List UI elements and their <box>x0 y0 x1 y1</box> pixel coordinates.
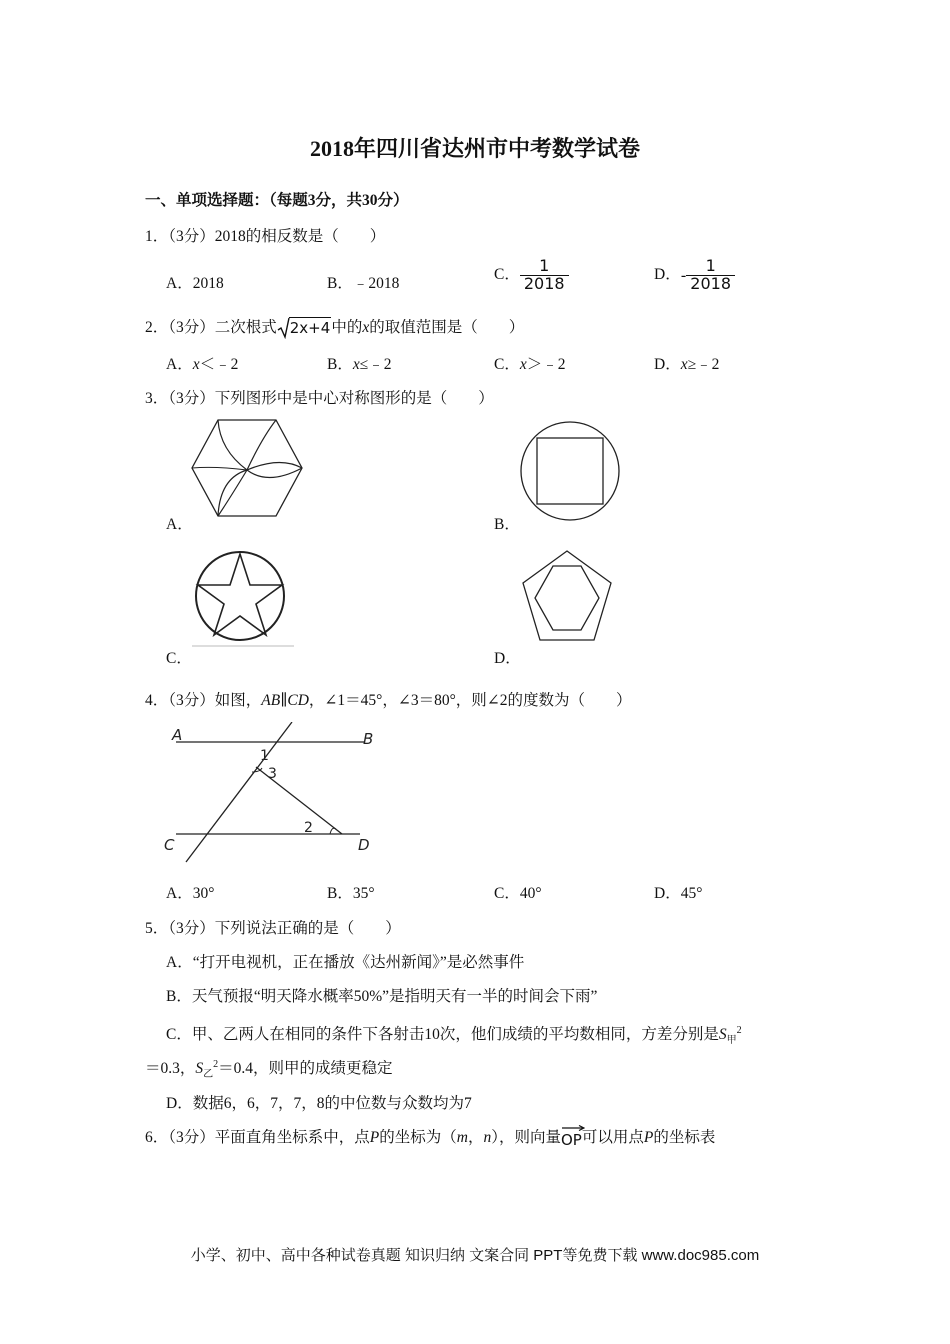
q6-m: m <box>456 1129 468 1146</box>
q6-stem-pre: 6．（3分）平面直角坐标系中，点 <box>145 1129 370 1146</box>
q2-radicand: 2x+4 <box>289 319 331 338</box>
q4-stem-pre: 4．（3分）如图， <box>145 692 262 709</box>
q2-stem-post: 的取值范围是（ ） <box>369 319 525 336</box>
q2-option-d <box>654 352 719 374</box>
q1-option-c <box>494 258 569 293</box>
q2-sqrt <box>277 317 332 339</box>
q4-option-b: B．35° <box>327 885 375 902</box>
q6-stem-mid1: 的坐标为（ <box>379 1129 457 1146</box>
q1-option-b: B．﹣2018 <box>327 275 400 292</box>
q5-option-b: B．天气预报“明天降水概率50%”是指明天有一半的时间会下雨” <box>166 988 598 1005</box>
q4-geometry-figure <box>160 722 390 864</box>
q3-option-a: A． <box>166 516 193 533</box>
q4-option-d: D．45° <box>654 885 703 902</box>
q4-label-a: A <box>172 726 183 744</box>
q3-stem: 3．（3分）下列图形中是中心对称图形的是（ ） <box>145 390 494 407</box>
q2-d-var: x <box>680 356 688 373</box>
q5-c-s2: S <box>195 1060 204 1077</box>
q5-c-sq2: 2 <box>213 1058 219 1070</box>
vector-arrow-icon <box>561 1125 585 1131</box>
q4-parallel: ∥ <box>280 692 288 709</box>
q2-c-rel: ＞﹣2 <box>526 356 566 373</box>
q4-cd: CD <box>287 692 309 709</box>
q5-c-sq1: 2 <box>736 1024 742 1036</box>
q1-d-numerator: 1 <box>686 258 735 276</box>
q4-option-a: A．30° <box>166 885 215 902</box>
q5-c-jia: 甲 <box>726 1035 737 1047</box>
q5-option-c-line1 <box>166 1022 742 1046</box>
q1-option-d <box>654 258 735 293</box>
q5-c-text2a: ＝0.3， <box>145 1060 196 1077</box>
q2-a-rel: ＜﹣2 <box>199 356 239 373</box>
section-heading: 一、单项选择题：（每题3分，共30分） <box>145 192 409 209</box>
q1-stem: 1．（3分）2018的相反数是（ ） <box>145 228 386 245</box>
q6-p1: P <box>369 1129 380 1146</box>
q1-d-sign: - <box>680 266 687 285</box>
q4-stem <box>145 688 632 710</box>
q2-option-a <box>166 352 238 374</box>
q6-vector-op <box>561 1127 582 1149</box>
q5-option-c-line2 <box>145 1056 393 1080</box>
q2-option-c <box>494 352 566 374</box>
q3-figure-c-star-in-circle <box>192 548 294 650</box>
q1-option-a: A．2018 <box>166 275 224 292</box>
q2-var: x <box>362 319 370 336</box>
q2-b-var: x <box>352 356 360 373</box>
q4-label-c: C <box>164 836 175 854</box>
q5-option-d: D．数据6，6，7，7，8的中位数与众数均为7 <box>166 1095 472 1112</box>
q6-p2: P <box>643 1129 654 1146</box>
q1-c-denominator: 2018 <box>523 273 565 293</box>
q4-transversal <box>186 722 292 862</box>
q1-option-d-fraction <box>686 258 735 293</box>
q4-label-d: D <box>358 836 370 854</box>
q3-figure-a-hexagon-arcs <box>190 418 304 518</box>
q2-c-var: x <box>519 356 527 373</box>
q2-a-var: x <box>192 356 200 373</box>
q6-stem-mid2: ），则向量 <box>491 1129 561 1146</box>
q2-stem <box>145 315 524 339</box>
q5-c-text2b: ＝0.4，则甲的成绩更稳定 <box>218 1060 393 1077</box>
q2-b-label: B． <box>327 356 353 373</box>
q3-option-b: B． <box>494 516 520 533</box>
q2-stem-pre: 2．（3分）二次根式 <box>145 319 277 336</box>
q2-a-label: A． <box>166 356 193 373</box>
q2-stem-mid: 中的 <box>331 319 363 336</box>
q1-d-denominator: 2018 <box>690 273 732 293</box>
q1-option-c-fraction <box>520 258 569 293</box>
q5-c-text1: C．甲、乙两人在相同的条件下各射击10次，他们成绩的平均数相同，方差分别是 <box>166 1026 719 1043</box>
q4-option-c: C．40° <box>494 885 542 902</box>
q6-stem-mid3: 可以用点 <box>581 1129 644 1146</box>
q2-d-rel: ≥﹣2 <box>687 356 720 373</box>
q6-stem-post: 的坐标表 <box>653 1129 716 1146</box>
q5-option-a: A．“打开电视机，正在播放《达州新闻》”是必然事件 <box>166 954 525 971</box>
q4-angle-3: 3 <box>268 766 277 782</box>
page-footer: 小学、初中、高中各种试卷真题 知识归纳 文案合同 PPT等免费下载 www.doc985.com <box>190 1247 760 1264</box>
q4-angle-1: 1 <box>260 748 269 764</box>
q2-option-b <box>327 352 392 374</box>
q2-b-rel: ≤﹣2 <box>359 356 392 373</box>
q5-c-yi: 乙 <box>203 1069 214 1081</box>
q3-figure-d-hexagon-in-pentagon <box>519 548 615 644</box>
q6-stem <box>145 1125 715 1149</box>
q2-d-label: D． <box>654 356 681 373</box>
radical-sign-icon <box>277 317 291 339</box>
q2-c-label: C． <box>494 356 520 373</box>
q4-angle-2: 2 <box>304 820 313 836</box>
q1-option-d-label: D． <box>654 265 681 283</box>
q4-ab: AB <box>261 692 281 709</box>
q3-option-c: C． <box>166 650 192 667</box>
q3-option-d: D． <box>494 650 521 667</box>
q4-stem-post: ，∠1＝45°，∠3＝80°，则∠2的度数为（ ） <box>308 692 632 709</box>
q4-label-b: B <box>363 730 374 748</box>
q1-option-c-label: C． <box>494 265 520 283</box>
q6-vec-text: OP <box>560 1131 582 1150</box>
page-title: 2018年四川省达州市中考数学试卷 <box>309 136 640 161</box>
q1-c-numerator: 1 <box>520 258 569 276</box>
q5-c-s1: S <box>718 1026 727 1043</box>
q3-figure-b-square-in-circle <box>519 420 621 522</box>
q6-n: n <box>483 1129 492 1146</box>
q6-comma: ， <box>467 1129 484 1146</box>
q5-stem: 5．（3分）下列说法正确的是（ ） <box>145 920 401 937</box>
